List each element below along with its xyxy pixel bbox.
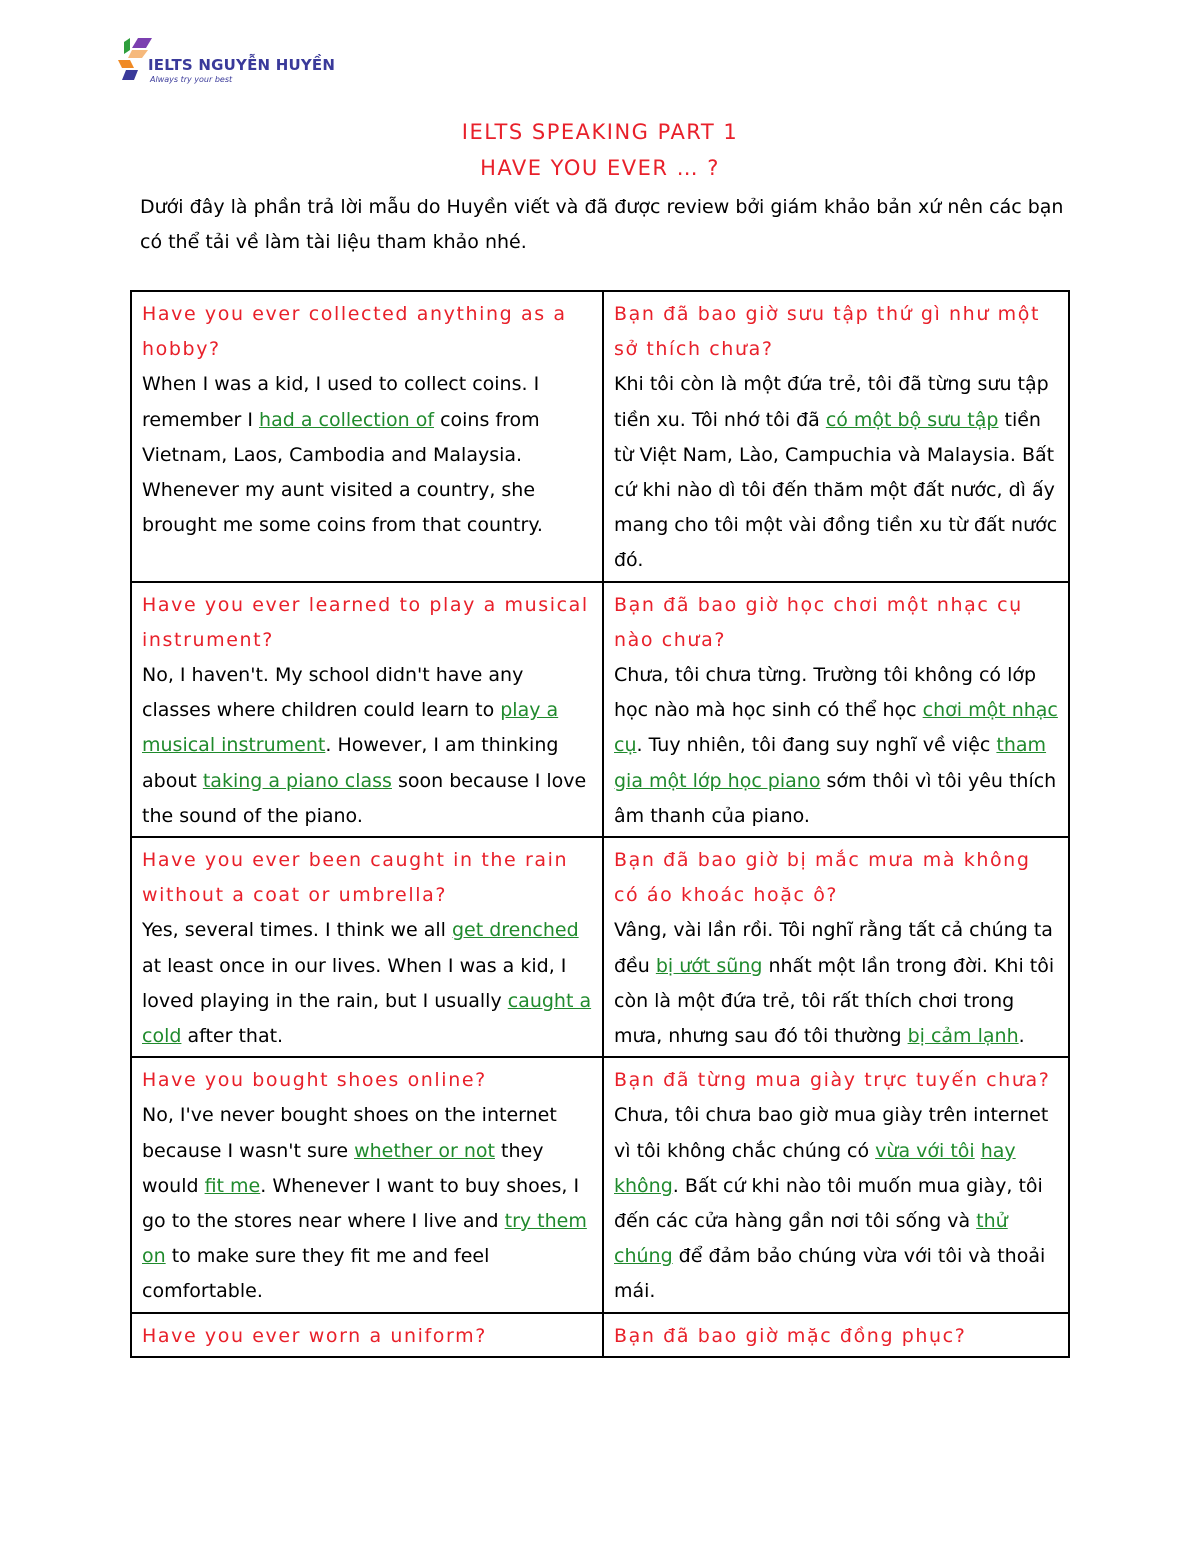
logo-tagline: Always try your best bbox=[150, 75, 233, 84]
english-cell bbox=[131, 837, 603, 1057]
question-en: Have you ever been caught in the rain without a coat or umbrella? bbox=[142, 849, 569, 907]
highlighted-phrase: hay không bbox=[614, 1139, 1016, 1197]
highlighted-phrase: bị cảm lạnh bbox=[907, 1025, 1019, 1048]
question-en: Have you ever learned to play a musical instrument? bbox=[142, 593, 589, 651]
english-cell bbox=[131, 291, 603, 582]
logo-text: IELTS NGUYỄN HUYỀN bbox=[148, 56, 336, 74]
question-en: Have you ever worn a uniform? bbox=[142, 1324, 487, 1347]
answer-vi: Khi tôi còn là một đứa trẻ, tôi đã từng sưu tập tiền xu. Tôi nhớ tôi đã có một bộ sưu tập tiền từ Việt Nam, Lào, Campuchia và Malaysia. Bất cứ khi nào dì tôi đến thăm một đất nước, dì ấy mang cho tôi một vài đồng tiền xu từ đất nước đó. bbox=[614, 373, 1058, 572]
highlighted-phrase: whether or not bbox=[354, 1139, 495, 1162]
question-en: Have you bought shoes online? bbox=[142, 1069, 487, 1092]
page-subtitle: HAVE YOU EVER … ? bbox=[480, 156, 720, 180]
highlighted-phrase: caught a cold bbox=[142, 989, 592, 1048]
answer-en: No, I've never bought shoes on the internet because I wasn't sure whether or not they would fit me. Whenever I want to buy shoes, I go to the stores near where I live and try them on to make sure they fit me and feel comfortable. bbox=[142, 1104, 587, 1303]
highlighted-phrase: play a musical instrument bbox=[142, 699, 559, 757]
answer-vi: Chưa, tôi chưa từng. Trường tôi không có lớp học nào mà học sinh có thể học chơi một nhạc cụ. Tuy nhiên, tôi đang suy nghĩ về việc tham gia một lớp học piano sớm thôi vì tôi yêu thích âm thanh của piano. bbox=[614, 664, 1058, 827]
english-cell bbox=[131, 1057, 603, 1312]
vietnamese-cell bbox=[603, 1057, 1069, 1312]
intro-paragraph: Dưới đây là phần trả lời mẫu do Huyền viết và đã được review bởi giám khảo bản xứ nên các bạn có thể tải về làm tài liệu tham khảo nhé. bbox=[140, 196, 1064, 253]
english-cell bbox=[131, 582, 603, 837]
qa-table bbox=[130, 290, 1070, 1358]
highlighted-phrase: có một bộ sưu tập bbox=[825, 408, 999, 431]
question-vi: Bạn đã bao giờ bị mắc mưa mà không có áo khoác hoặc ô? bbox=[614, 849, 1031, 907]
highlighted-phrase: vừa với tôi bbox=[875, 1139, 975, 1162]
answer-en: When I was a kid, I used to collect coins. I remember I had a collection of coins from Vietnam, Laos, Cambodia and Malaysia. Whenever my aunt visited a country, she brought me some coins from that country. bbox=[142, 373, 543, 537]
vietnamese-cell bbox=[603, 1313, 1069, 1357]
vietnamese-cell bbox=[603, 837, 1069, 1057]
question-vi: Bạn đã từng mua giày trực tuyến chưa? bbox=[614, 1069, 1051, 1092]
answer-en: Yes, several times. I think we all get drenched at least once in our lives. When I was a kid, I loved playing in the rain, but I usually caught a cold after that. bbox=[142, 919, 592, 1048]
question-en: Have you ever collected anything as a hobby? bbox=[142, 303, 567, 361]
table-row bbox=[131, 1057, 1069, 1312]
table-row bbox=[131, 1313, 1069, 1357]
highlighted-phrase: get drenched bbox=[451, 919, 579, 942]
question-vi: Bạn đã bao giờ học chơi một nhạc cụ nào chưa? bbox=[614, 593, 1023, 651]
vietnamese-cell bbox=[603, 291, 1069, 582]
table-row bbox=[131, 291, 1069, 582]
highlighted-phrase: tham gia một lớp học piano bbox=[614, 734, 1047, 792]
english-cell bbox=[131, 1313, 603, 1357]
table-row bbox=[131, 837, 1069, 1057]
highlighted-phrase: bị ướt sũng bbox=[655, 954, 763, 977]
answer-vi: Chưa, tôi chưa bao giờ mua giày trên internet vì tôi không chắc chúng có vừa với tôi hay không. Bất cứ khi nào tôi muốn mua giày, tôi đến các cửa hàng gần nơi tôi sống và thử chúng để đảm bảo chúng vừa với tôi và thoải mái. bbox=[614, 1104, 1049, 1303]
vietnamese-cell bbox=[603, 582, 1069, 837]
question-vi: Bạn đã bao giờ sưu tập thứ gì như một sở thích chưa? bbox=[614, 303, 1040, 361]
brand-logo bbox=[118, 36, 336, 92]
highlighted-phrase: chơi một nhạc cụ bbox=[614, 699, 1058, 757]
table-row bbox=[131, 582, 1069, 837]
answer-vi: Vâng, vài lần rồi. Tôi nghĩ rằng tất cả chúng ta đều bị ướt sũng nhất một lần trong đời. Khi tôi còn là một đứa trẻ, tôi rất thích chơi trong mưa, nhưng sau đó tôi thường bị cảm lạnh. bbox=[614, 919, 1055, 1048]
highlighted-phrase: had a collection of bbox=[259, 408, 435, 431]
highlighted-phrase: taking a piano class bbox=[202, 769, 392, 792]
question-vi: Bạn đã bao giờ mặc đồng phục? bbox=[614, 1324, 967, 1347]
page-title: IELTS SPEAKING PART 1 bbox=[461, 120, 739, 144]
highlighted-phrase: fit me bbox=[204, 1174, 261, 1197]
answer-en: No, I haven't. My school didn't have any classes where children could learn to play a musical instrument. However, I am thinking about taking a piano class soon because I love the sound of the piano. bbox=[142, 664, 587, 827]
highlighted-phrase: try them on bbox=[142, 1210, 587, 1268]
highlighted-phrase: thử chúng bbox=[614, 1210, 1008, 1268]
